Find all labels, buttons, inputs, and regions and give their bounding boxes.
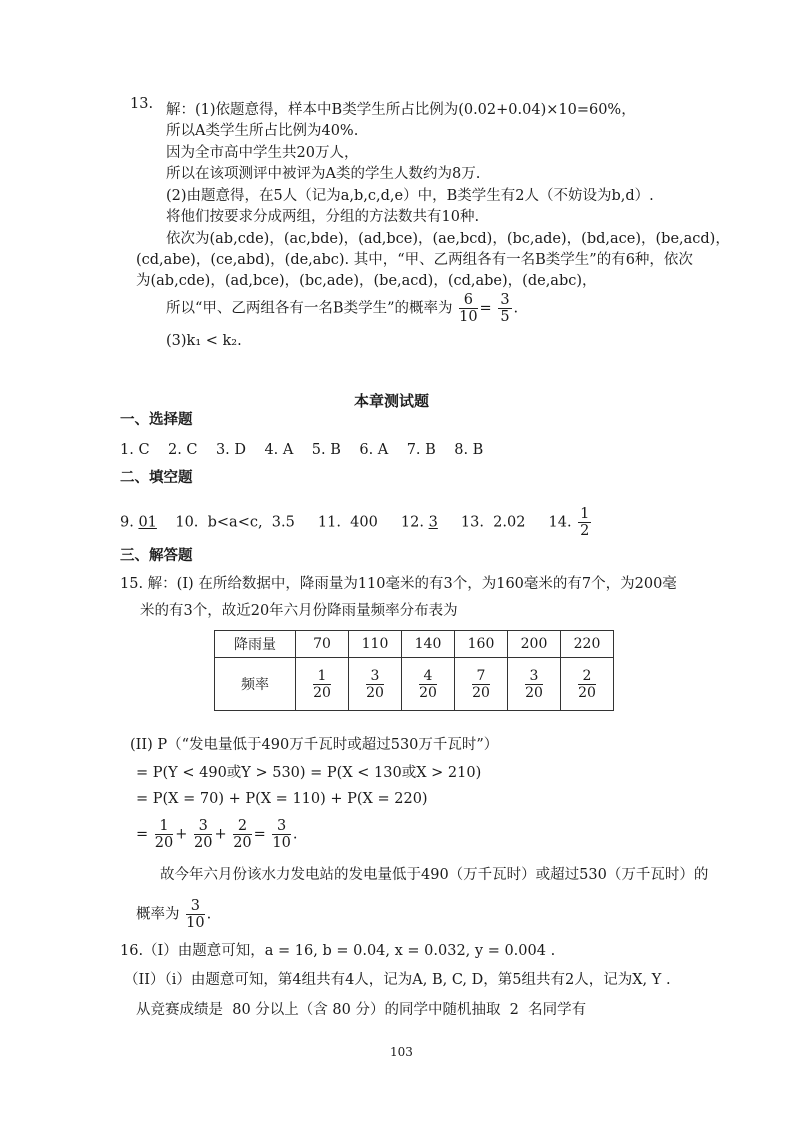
p15-equation-1: = P(Y < 490或Y > 530) = P(X < 130或X > 210): [136, 765, 482, 781]
p16-line-2: （II）（i）由题意可知，第4组共有4人，记为A, B, C, D，第5组共有2人，记为X, Y .: [124, 972, 671, 988]
p13-line-11: (3)k₁ < k₂.: [166, 333, 242, 349]
table-header-frequency: 频率: [215, 658, 296, 711]
fraction: $\frac{3}{5}$: [500, 292, 510, 325]
table-header-rainfall: 降雨量: [215, 631, 296, 658]
section-1-answers: 1. C 2. C 3. D 4. A 5. B 6. A 7. B 8. B: [120, 442, 484, 458]
section-2-heading: 二、填空题: [120, 469, 193, 486]
chapter-test-title: 本章测试题: [354, 392, 430, 410]
problem-13-number: 13.: [130, 96, 154, 112]
p15-equation-2: = P(X = 70) + P(X = 110) + P(X = 220): [136, 791, 428, 807]
fraction: $\frac{1}{2}$: [580, 506, 590, 539]
frequency-table: 降雨量 70 110 140 160 200 220 频率 $\frac{1}{20}$ $\frac{3}{20}$ $\frac{4}{20}$ $\frac{7}{20}$ $\frac{3}{20}$ $\frac{2}{20}$: [214, 630, 614, 711]
page-number: 103: [390, 1045, 413, 1059]
p15-conclusion-1: 故今年六月份该水力发电站的发电量低于490（万千瓦时）或超过530（万千瓦时）的: [160, 867, 709, 883]
p16-line-3: 从竞赛成绩是 80 分以上（含 80 分）的同学中随机抽取 2 名同学有: [136, 1002, 587, 1018]
p13-line-3: 因为全市高中学生共20万人，: [166, 145, 359, 161]
p13-line-4: 所以在该项测评中被评为A类的学生人数约为8万.: [166, 166, 481, 182]
p13-line-1: 解：(1)依题意得，样本中B类学生所占比例为(0.02+0.04)×10=60%，: [166, 102, 636, 118]
p15-line-1: 15. 解：(I) 在所给数据中，降雨量为110毫米的有3个，为160毫米的有7个，为200毫: [120, 576, 677, 592]
p15-conclusion-2: 概率为 $\frac{3}{10}$ .: [136, 898, 212, 931]
p13-line-7: 依次为(ab,cde)，(ac,bde)，(ad,bce)，(ae,bcd)，(bc,ade)，(bd,ace)，(be,acd)，: [166, 231, 730, 247]
section-3-heading: 三、解答题: [120, 547, 193, 564]
p16-line-1: 16.（I）由题意可知，a = 16, b = 0.04, x = 0.032, y = 0.004 .: [120, 943, 556, 959]
p13-line-2: 所以A类学生所占比例为40%.: [166, 123, 359, 139]
p15-line-2: 米的有3个，故近20年六月份降雨量频率分布表为: [140, 603, 458, 619]
p13-line-9: 为(ab,cde)，(ad,bce)，(bc,ade)，(be,acd)，(cd,abe)，(de,abc)，: [136, 273, 597, 289]
p13-line-10: 所以“甲、乙两组各有一名B类学生”的概率为 $\frac{6}{10}$ = $\frac{3}{5}$ .: [166, 292, 519, 325]
p15-equation-3: = $\frac{1}{20}$ + $\frac{3}{20}$ + $\frac{2}{20}$ = $\frac{3}{10}$ .: [136, 818, 298, 851]
section-2-answers: 9. 01 10. b<a<c, 3.5 11. 400 12. 3 13. 2.02 14. $\frac{1}{2}$: [120, 506, 590, 539]
p13-line-8: (cd,abe)，(ce,abd)，(de,abc). 其中，“甲、乙两组各有一名B类学生”的有6种，依次: [136, 252, 693, 268]
fraction: $\frac{6}{10}$: [459, 292, 478, 325]
p15-part-ii: (II) P（“发电量低于490万千瓦时或超过530万千瓦时”）: [130, 737, 499, 753]
section-1-heading: 一、选择题: [120, 411, 193, 428]
p13-line-5: (2)由题意得，在5人（记为a,b,c,d,e）中，B类学生有2人（不妨设为b,d）.: [166, 188, 654, 204]
p13-line-6: 将他们按要求分成两组，分组的方法数共有10种.: [166, 209, 480, 225]
